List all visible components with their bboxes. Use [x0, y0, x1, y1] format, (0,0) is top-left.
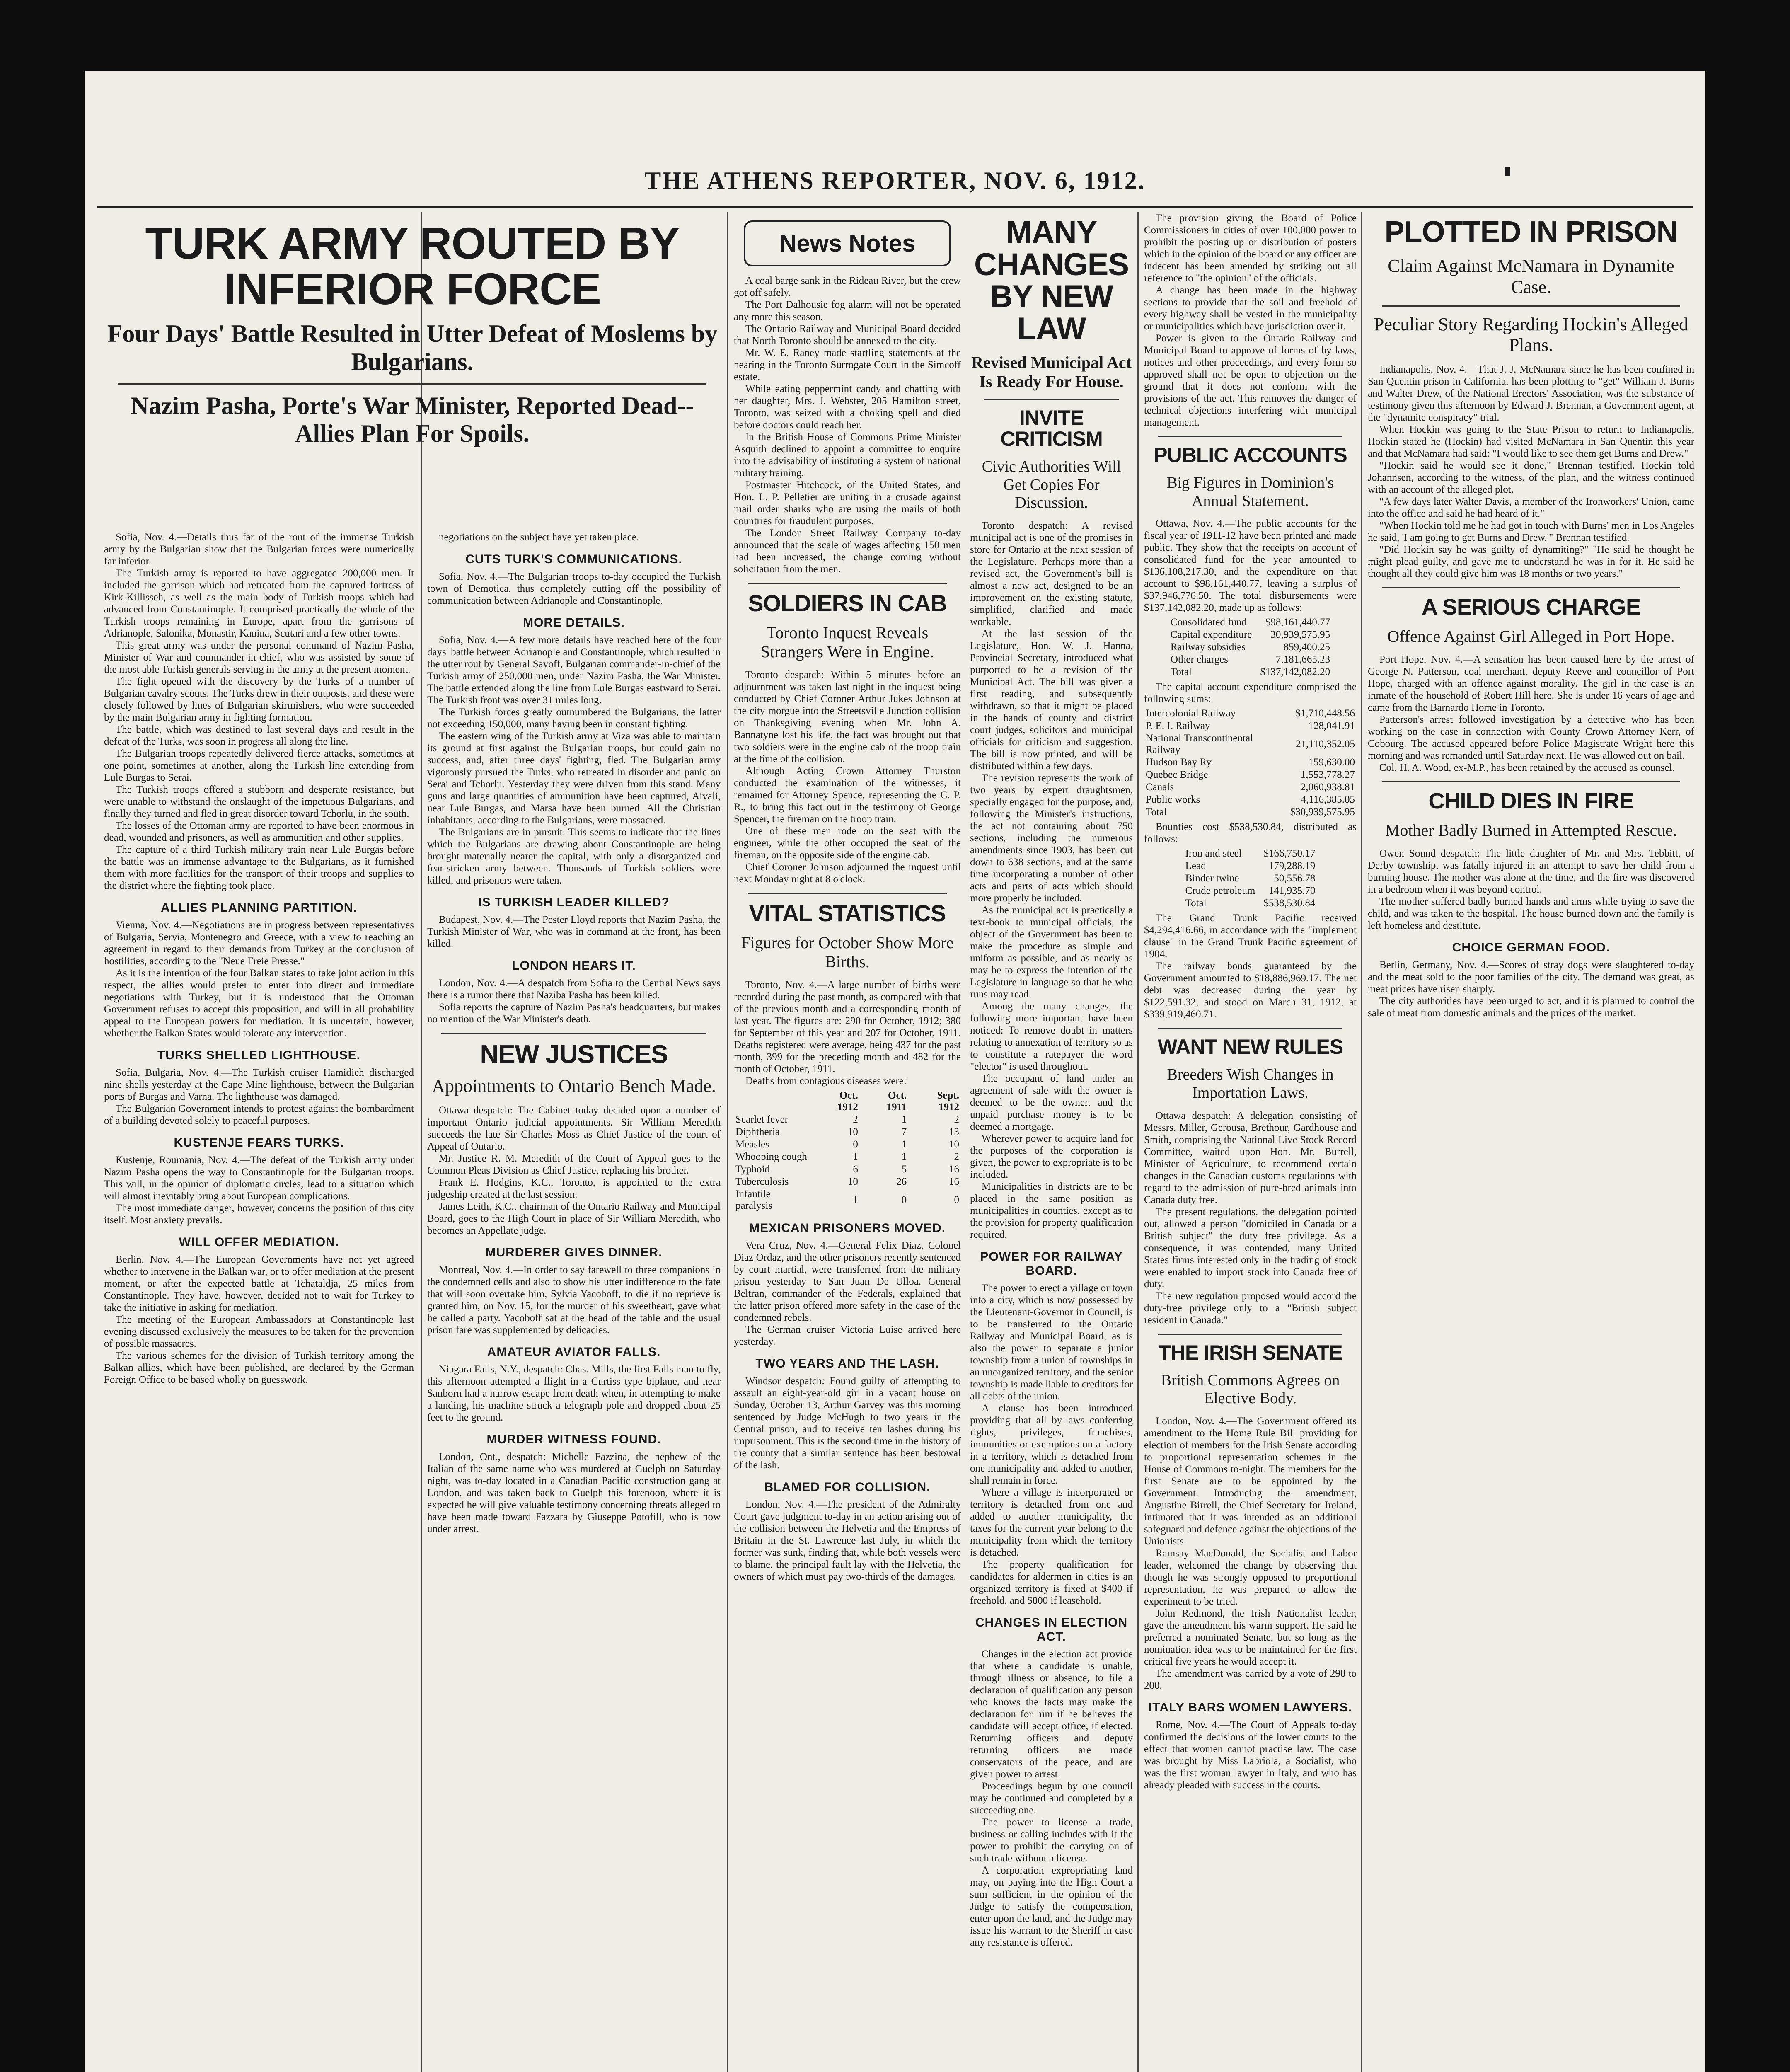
table-cell: Tuberculosis: [735, 1176, 789, 1188]
news-note: The London Street Railway Company to-day announced that the scale of wages affecting 150 men had been increased, the change coming without solicitation from the men.: [734, 528, 961, 575]
news-notes-box: News Notes: [744, 220, 951, 266]
law-deck: Revised Municipal Act Is Ready For House.: [971, 353, 1132, 391]
table-cell: 0: [853, 1139, 858, 1150]
turk-subhead-2: Nazim Pasha, Porte's War Minister, Reported Dead--Allies Plan For Spoils.: [131, 392, 694, 447]
turk-paragraph: negotiations on the subject have yet taken place.: [439, 532, 639, 543]
turk-paragraph: Berlin, Nov. 4.—The European Governments have not yet agreed whether to intervene in the Balkan war, or to offer mediation at the present moment, or after the expected battle at Tchataldja, 25 miles from Constantinople. They have, however, decided not to wait for Turkey to take the initiative in asking for mediation.: [104, 1254, 414, 1313]
rules-paragraph: Ottawa despatch: A delegation consisting of Messrs. Miller, Gerousa, Brethour, Gardhouse and Smith, comprising the National Live Stock Record Committee, waited upon Hon. Mr. Burrell, Minister of Agriculture, to recommend certain changes in the Canadian customs regulations with regard to the admission of pure-bred animals into Canada duty free.: [1144, 1110, 1357, 1205]
table-cell: Capital expenditure: [1170, 629, 1252, 641]
table-cell: $137,142,082.20: [1260, 666, 1330, 678]
table-header-cell: Sept. 1912: [937, 1090, 959, 1113]
prison-paragraph: When Hockin was going to the State Prison to return to Indianapolis, Hockin stated he (Hockin) had visited McNamara in San Quentin this year and that McNamara had said: "I would like to see them get Burns and Drew.": [1368, 424, 1694, 459]
law-paragraph: A corporation expropriating land may, on paying into the High Court a sum sufficient in the opinion of the Judge to satisfy the compensation, enter upon the land, and the Judge may issue his warrant to the Sheriff in case any resistance is offered.: [970, 1865, 1133, 1949]
table-row: [1142, 732, 1359, 756]
divider: [441, 1033, 706, 1034]
justices-deck: Appointments to Ontario Bench Made.: [432, 1076, 716, 1097]
table-cell: 1: [901, 1151, 907, 1163]
table-cell: 2: [954, 1114, 959, 1126]
law-paragraph: Wherever power to acquire land for the purposes of the corporation is given, the power to expropriate is to be included.: [970, 1133, 1133, 1181]
table-cell: Public works: [1146, 794, 1200, 806]
section-head: POWER FOR RAILWAY BOARD.: [980, 1250, 1123, 1278]
section-head: CHOICE GERMAN FOOD.: [1452, 940, 1610, 954]
turk-paragraph: The eastern wing of the Turkish army at Viza was able to maintain its ground at first against the Bulgarian troops, but could gain no success, and, after three days' fighting, fled. The Bulgarian army vigorously pursued the Turks, who retreated in disorder and panic on Serai and Tchorlu. Yesterday they were driven from this stand. Many guns and large quantities of ammunition have been captured, Aivali, near Lule Burgas, and Marsa have been burned. All the Christian inhabitants, according to the Bulgarians, were massacred.: [427, 731, 721, 826]
prison-paragraph: "A few days later Walter Davis, a member of the Ironworkers' Union, came into the office and said he had heard of it.": [1368, 496, 1694, 519]
news-note: A coal barge sank in the Rideau River, but the crew got off safely.: [734, 275, 961, 298]
table-cell: 21,110,352.05: [1296, 738, 1355, 750]
column-rule: [727, 212, 728, 2072]
table-row: [1181, 847, 1320, 860]
table-cell: 7,181,665.23: [1275, 654, 1330, 666]
accounts-paragraph: Bounties cost $538,530.84, distributed as follows:: [1144, 821, 1357, 845]
law-paragraph: As the municipal act is practically a text-book to municipal officials, the object of the Government has been to make the procedure as simple and uniform as possible, and as nearly as may be to express the intention of the Legislature in language so that he who runs may read.: [970, 905, 1133, 1000]
mexican-paragraph: The German cruiser Victoria Luise arrived here yesterday.: [734, 1324, 961, 1348]
justices-paragraph: Frank E. Hodgins, K.C., Toronto, is appointed to the extra judgeship created at the last session.: [427, 1176, 721, 1200]
table-cell: 1: [901, 1114, 907, 1126]
table-cell: 10: [847, 1176, 858, 1188]
table-cell: Total: [1185, 898, 1207, 909]
table-cell: P. E. I. Railway: [1146, 720, 1210, 732]
turk-paragraph: The fight opened with the discovery by the Turks of a number of Bulgarian cavalry scouts. The Turks drew in their outposts, and these were closely followed by lines of Bulgarian skirmishers, who were succeeded by the main Bulgarian army in fighting formation.: [104, 676, 414, 723]
cab-paragraph: Toronto despatch: Within 5 minutes before an adjournment was taken last night in the inquest being conducted by Chief Coroner Arthur Jukes Johnson at the city morgue into the Streetsville Junction collision on Thanksgiving evening when Mr. John A. Bannatyne lost his life, the fact was brought out that two soldiers were in the engine cab of the troop train at the time of the collision.: [734, 669, 961, 765]
turk-paragraph: Sofia, Nov. 4.—The Bulgarian troops to-day occupied the Turkish town of Demotica, thus completely cutting off the possibility of communication between Adrianople and Constantinople.: [427, 571, 721, 606]
table-cell: Crude petroleum: [1185, 885, 1255, 897]
justices-paragraph: Mr. Justice R. M. Meredith of the Court of Appeal goes to the Common Pleas Division as Chief Justice, replacing his brother.: [427, 1152, 721, 1176]
senate-deck: British Commons Agrees on Elective Body.: [1161, 1371, 1340, 1407]
masthead: THE ATHENS REPORTER, NOV. 6, 1912.: [644, 167, 1146, 194]
table-row: [1142, 781, 1359, 794]
vital-paragraph: Deaths from contagious diseases were:: [745, 1075, 907, 1087]
law-paragraph: Changes in the election act provide that where a candidate is unable, through illness or absence, to file a declaration of qualification any person who knows the facts may make the declaration for him if he believes the candidate will accept office, if elected. Returning officers and deputy returning officers are made conservators of the peace, and are given power to arrest.: [970, 1648, 1133, 1780]
divider: [1158, 1028, 1342, 1029]
turk-paragraph: The most immediate danger, however, concerns the position of this city itself. Most anxiety prevails.: [104, 1203, 414, 1226]
table-total-row: [1181, 897, 1320, 910]
turk-paragraph: The Turkish troops offered a stubborn and desperate resistance, but were unable to withstand the onslaught of the impetuous Bulgarians, and finally they turned and fled in great disorder toward Tchorlu, in the south.: [104, 784, 414, 819]
charge-paragraph: Col. H. A. Wood, ex-M.P., has been retained by the accused as counsel.: [1379, 762, 1675, 773]
law-paragraph: Power is given to the Ontario Railway and Municipal Board to approve of forms of by-laws, notices and other proceedings, and every form so approved shall not be open to objection on the ground that it does not conform with the provisions of the act. This removes the danger of technical objections interfering with municipal management.: [1144, 333, 1357, 428]
cab-paragraph: Although Acting Crown Attorney Thurston conducted the examination of the witnesses, it remained for Attorney Spence, representing the C. P. R., to bring this fact out in the testimony of George Spencer, the fireman on the troop train.: [734, 765, 961, 825]
section-head: AMATEUR AVIATOR FALLS.: [487, 1345, 661, 1359]
table-cell: 6: [853, 1164, 858, 1175]
section-head: TWO YEARS AND THE LASH.: [755, 1357, 939, 1371]
turk-paragraph: This great army was under the personal command of Nazim Pasha, Minister of War and commander-in-chief, who was assisted by some of the most able Turkish generals serving in the army at the present moment.: [104, 640, 414, 675]
news-note: Postmaster Hitchcock, of the United States, and Hon. L. P. Pelletier are uniting in a crusade against mail order sharks who are using the mails of both countries for fraudulent purposes.: [734, 479, 961, 527]
turk-paragraph: As it is the intention of the four Balkan states to take joint action in this respect, the allies would prefer to enter into direct and immediate negotiations with Turkey, but it is understood that the Ottoman Government refuses to accept this proposition, and will in all probability appeal to the European powers for mediation. It is uncertain, however, whether the Balkan States would tolerate any intervention.: [104, 968, 414, 1039]
table-cell: 4,116,385.05: [1301, 794, 1355, 806]
table-row: [1142, 756, 1359, 769]
fire-paragraph: The mother suffered badly burned hands and arms while trying to save the child, and was taken to the hospital. The house burned down and the family is left homeless and destitute.: [1368, 896, 1694, 931]
turk-paragraph: Sofia, Nov. 4.—Details thus far of the rout of the immense Turkish army by the Bulgarian show that the Bulgarian forces were numerically far inferior.: [104, 532, 414, 567]
prison-paragraph: "Did Hockin say he was guilty of dynamiting?" "He said he thought he might plead guilty, and gave me to understand he was in for it. He said he thought all they could give him was 18 months or two years.": [1368, 544, 1694, 579]
law-paragraph: The provision giving the Board of Police Commissioners in cities of over 100,000 power to prohibit the posting up or distribution of posters which in the opinion of the board or any officer are indecent has been amended by striking out all reference to "the opinion" of the officials.: [1144, 213, 1357, 284]
table-cell: Typhoid: [735, 1164, 770, 1175]
table-header-cell: Oct. 1912: [837, 1090, 858, 1113]
accounts-table-1: [1166, 616, 1334, 678]
section-head: MURDERER GIVES DINNER.: [485, 1245, 663, 1259]
section-head: CHANGES IN ELECTION ACT.: [975, 1616, 1128, 1644]
table-cell: 1: [901, 1139, 907, 1150]
masthead-rule: [97, 206, 1693, 208]
senate-paragraph: London, Nov. 4.—The Government offered its amendment to the Home Rule Bill providing for election of members for the Irish Senate according to proportional representation schemes in the House of Commons to-night. The members for the first Senate are to be appointed by the Government. Introducing the amendment, Augustine Birrell, the Chief Secretary for Ireland, intimated that it was intended as an additional safeguard and defence against the objections of the Unionists.: [1144, 1416, 1357, 1547]
section-head: ITALY BARS WOMEN LAWYERS.: [1148, 1701, 1352, 1715]
table-row: [1181, 860, 1320, 872]
cab-deck: Toronto Inquest Reveals Strangers Were in Engine.: [760, 623, 934, 661]
table-row: [731, 1151, 963, 1163]
fire-headline: CHILD DIES IN FIRE: [1428, 788, 1634, 813]
table-row: [1181, 872, 1320, 885]
charge-paragraph: Port Hope, Nov. 4.—A sensation has been caused here by the arrest of George N. Patterson, coal merchant, deputy Reeve and councillor of Port Hope, charged with an offence against morality. The girl in the case is an inmate of the household of Robert Hill here. She is under 16 years of age and came from the Barnardo Home in Toronto.: [1368, 654, 1694, 713]
law-paragraph: The occupant of land under an agreement of sale with the owner is deemed to be the owner, and the unpaid purchase money is to be deemed a mortgage.: [970, 1073, 1133, 1133]
table-row: [1142, 769, 1359, 781]
senate-headline: THE IRISH SENATE: [1158, 1341, 1342, 1364]
cab-paragraph: Chief Coroner Johnson adjourned the inquest until next Monday night at 8 o'clock.: [734, 862, 961, 885]
table-cell: Railway subsidies: [1170, 641, 1246, 653]
column-5: [1142, 212, 1359, 2072]
news-note: In the British House of Commons Prime Minister Asquith declined to appoint a committee to enquire into the advisability of instituting a system of national military training.: [734, 431, 961, 479]
table-row: [1166, 616, 1334, 629]
table-total-row: [1142, 806, 1359, 818]
rules-paragraph: The present regulations, the delegation pointed out, allowed a person "domiciled in Canada or a British subject" the duty free privilege. As a consequence, it was contended, many United States firms interested only in the trading of stock were enabled to import stock into Canada free of duty.: [1144, 1206, 1357, 1290]
divider: [1382, 305, 1680, 307]
section-head: WILL OFFER MEDIATION.: [179, 1235, 339, 1249]
column-rule: [1361, 212, 1362, 2072]
table-cell: Hudson Bay Ry.: [1146, 757, 1214, 768]
section-head: LONDON HEARS IT.: [512, 959, 636, 973]
rules-headline: WANT NEW RULES: [1157, 1035, 1343, 1059]
table-cell: Binder twine: [1185, 873, 1239, 884]
table-cell: Intercolonial Railway: [1146, 708, 1236, 719]
prison-paragraph: "When Hockin told me he had got in touch with Burns' men in Los Angeles he said, 'I am going to get Burns and Drew,'" Brennan testified.: [1368, 520, 1694, 543]
column-3: [731, 212, 963, 2072]
table-cell: 141,935.70: [1268, 885, 1316, 897]
divider: [1158, 1334, 1342, 1335]
turk-subhead-1: Four Days' Battle Resulted in Utter Defeat of Moslems by Bulgarians.: [107, 320, 718, 375]
turk-paragraph: The Turkish army is reported to have aggregated 200,000 men. It included the garrison which had retreated from the captured fortress of Kirk-Killisseh, as well as the main body of Turkish troops which had advanced from Constantinople. It comprised practically the whole of the Turkish troops remaining in Europe, apart from the garrisons of Adrianople, Salonika, Monastir, Kanina, Scutari and a few other towns.: [104, 568, 414, 639]
turk-paragraph: Kustenje, Roumania, Nov. 4.—The defeat of the Turkish army under Nazim Pasha opens the way to Constantinople for the Bulgarian troops. This will, in the opinion of diplomatic circles, lead to a situation which will almost inevitably bring about European complications.: [104, 1155, 414, 1202]
turk-paragraph: Sofia reports the capture of Nazim Pasha's headquarters, but makes no mention of the War Minister's death.: [427, 1002, 721, 1025]
law-paragraph: Proceedings begun by one council may be continued and completed by a succeeding one.: [970, 1781, 1133, 1816]
italy-paragraph: Rome, Nov. 4.—The Court of Appeals to-day confirmed the decisions of the lower courts to the effect that women cannot practise law. The case was brought by Miss Labriola, a Socialist, who was the first woman lawyer in Italy, and who has already pleaded with success in the courts.: [1144, 1719, 1357, 1791]
table-cell: Infantile paralysis: [735, 1188, 772, 1212]
divider: [748, 583, 947, 584]
column-2: [425, 531, 723, 2072]
news-note: Mr. W. E. Raney made startling statements at the hearing in the Toronto Surrogate Court in the Simcoff estate.: [734, 347, 961, 382]
column-6: [1365, 212, 1697, 2072]
invite-headline: INVITE CRITICISM: [1000, 406, 1103, 451]
turk-paragraph: The battle, which was destined to last several days and result in the defeat of the Turks, was soon in progress all along the line.: [104, 724, 414, 747]
turk-paragraph: The losses of the Ottoman army are reported to have been enormous in dead, wounded and prisoners, as well as ammunition and other supplies.: [104, 820, 414, 843]
prison-deck-1: Claim Against McNamara in Dynamite Case.: [1388, 256, 1674, 298]
turk-paragraph: Vienna, Nov. 4.—Negotiations are in progress between representatives of Bulgaria, Servia, Montenegro and Greece, with a view to reaching an agreement in regard to their demands from Turkey at the conclusion of hostilities, according to the "Neue Freie Presse.": [104, 920, 414, 967]
table-cell: 1: [853, 1194, 858, 1206]
section-head: MORE DETAILS.: [523, 616, 625, 629]
law-paragraph: The property qualification for candidates for aldermen in cities is an organized territory is fixed at $400 if freehold, and $800 if leasehold.: [970, 1559, 1133, 1607]
table-cell: 16: [949, 1176, 959, 1188]
section-head: BLAMED FOR COLLISION.: [764, 1480, 931, 1494]
table-cell: $166,750.17: [1263, 848, 1316, 859]
table-cell: 179,288.19: [1268, 860, 1316, 872]
column-4: [968, 212, 1135, 2072]
table-cell: 0: [901, 1194, 907, 1206]
table-row: [1142, 720, 1359, 732]
table-cell: 26: [896, 1176, 907, 1188]
section-head: ALLIES PLANNING PARTITION.: [161, 901, 357, 915]
fire-paragraph: Owen Sound despatch: The little daughter of Mr. and Mrs. Tebbitt, of Derby township, was fatally injured in an attempt to save her child from a burning house. The mother was alone at the time, and the fire was discovered in a bedroom when it was beyond control.: [1368, 847, 1694, 895]
turk-paragraph: Sofia, Bulgaria, Nov. 4.—The Turkish cruiser Hamidieh discharged nine shells yesterday at the Cape Mine lighthouse, between the Bulgarian ports of Burgas and Varna. The lighthouse was damaged.: [104, 1067, 414, 1102]
section-head: MEXICAN PRISONERS MOVED.: [749, 1221, 946, 1235]
law-paragraph: Municipalities in districts are to be placed in the same position as municipalities in counties, except as to the provision for property qualification required.: [970, 1181, 1133, 1241]
table-cell: Consolidated fund: [1170, 617, 1247, 628]
table-row: [731, 1176, 963, 1188]
column-1: [102, 531, 416, 2072]
vital-deck: Figures for October Show More Births.: [741, 933, 954, 971]
law-paragraph: The revision represents the work of two years by expert draughtsmen, specially engaged for the purpose, and, following the Minister's instructions, the act not containing about 750 sections, including the numerous amendments since 1903, has been cut down to 638 sections, and at the same time incorporating a number of other acts and parts of acts which should more properly be included.: [970, 772, 1133, 904]
accounts-deck: Big Figures in Dominion's Annual Statement.: [1167, 474, 1334, 510]
table-cell: $1,710,448.56: [1295, 708, 1355, 719]
table-cell: 0: [954, 1194, 959, 1206]
vital-headline: VITAL STATISTICS: [749, 900, 946, 927]
vital-paragraph: Toronto, Nov. 4.—A large number of births were recorded during the past month, as compared with that of the previous month and a corresponding month of last year. The figures are: 290 for October, 1912; 380 for September of this year and 207 for October, 1911. Deaths registered were average, being 437 for the past month, 399 for the preceding month and 482 for the month of October, 1911.: [734, 979, 961, 1075]
accounts-paragraph: Ottawa, Nov. 4.—The public accounts for the fiscal year of 1911-12 have been printed and made public. They show that the receipts on account of consolidated fund for the year amounted to $136,108,217.30, and the expenditure on that account to $98,161,440.77, leaving a surplus of $37,946,776.50. The total disbursements were $137,142,082.20, made up as follows:: [1144, 518, 1357, 614]
turk-paragraph: The Bulgarian Government intends to protest against the bombardment of a building devoted solely to peaceful purposes.: [104, 1103, 414, 1126]
prison-paragraph: Indianapolis, Nov. 4.—That J. J. McNamara since he has been confined in San Quentin prison in California, has been plotting to "get" William J. Burns and Walter Drew, of the National Erectors' Association, was the substance of testimony given this afternoon by Edward J. Brennan, a Government agent, at the "dynamite conspiracy" trial.: [1368, 363, 1694, 423]
turk-headline: TURK ARMY ROUTED BY INFERIOR FORCE: [145, 218, 680, 314]
food-paragraph: The city authorities have been urged to act, and it is planned to control the sale of meat from domestic animals and the prices of the market.: [1368, 995, 1694, 1019]
table-row: [731, 1126, 963, 1138]
table-cell: 1: [853, 1151, 858, 1163]
turk-paragraph: The meeting of the European Ambassadors at Constantinople last evening discussed exclusively the measures to be taken for the prevention of possible massacres.: [104, 1314, 414, 1349]
table-row: [731, 1188, 963, 1212]
table-cell: Measles: [735, 1139, 769, 1150]
table-row: [1181, 885, 1320, 897]
table-header-cell: [731, 1089, 813, 1113]
lash-paragraph: Windsor despatch: Found guilty of attempting to assault an eight-year-old girl in a vacant house on Sunday, October 13, Arthur Garvey was this morning sentenced by Judge McHugh to two years in the Central prison, and to receive ten lashes during his imprisonment. This is the second time in the history of the county that a similar sentence has been bestowal of the lash.: [734, 1375, 961, 1471]
table-row: [1166, 629, 1334, 641]
table-cell: Canals: [1146, 782, 1174, 793]
accounts-paragraph: The railway bonds guaranteed by the Government amounted to $18,886,969.17. The net debt was decreased during the year by $122,591.32, and stood on March 31, 1912, at $339,919,460.71.: [1144, 961, 1357, 1020]
turk-paragraph: London, Nov. 4.—A despatch from Sofia to the Central News says there is a rumor there that Naziba Pasha has been killed.: [427, 978, 721, 1001]
charge-headline: A SERIOUS CHARGE: [1421, 594, 1641, 620]
cab-paragraph: One of these men rode on the seat with the engineer, while the other occupied the seat of the fireman, on the opposite side of the engine cab.: [734, 825, 961, 861]
table-cell: 50,556.78: [1274, 873, 1316, 884]
table-row: [731, 1138, 963, 1151]
news-note: While eating peppermint candy and chatting with her daughter, Mrs. J. Webster, 205 Hamilton street, Toronto, was seized with a choking spell and died before doctors could reach her.: [734, 383, 961, 431]
rules-paragraph: The new regulation proposed would accord the duty-free privilege only to a "British subject resident in Canada.": [1144, 1290, 1357, 1326]
table-cell: Iron and steel: [1185, 848, 1242, 859]
table-cell: 10: [847, 1126, 858, 1138]
table-row: [731, 1163, 963, 1176]
accounts-paragraph: The Grand Trunk Pacific received $4,294,416.66, in accordance with the "implement clause" in the Grand Trunk Pacific agreement of 1904.: [1144, 913, 1357, 960]
turk-paragraph: The capture of a third Turkish military train near Lule Burgas before the battle was an immense advantage to the Bulgarians, as it furnished them with more facilities for the transport of their troops and supplies to the district where the fighting took place.: [104, 844, 414, 891]
table-row: [1166, 641, 1334, 654]
prison-paragraph: "Hockin said he would see it done," Brennan testified. Hockin told Johannsen, according to the witness, of the plan, and the witness continued with an account of the alleged plot.: [1368, 460, 1694, 495]
table-cell: Scarlet fever: [735, 1114, 789, 1126]
news-note: The Port Dalhousie fog alarm will not be operated any more this season.: [734, 299, 961, 322]
table-cell: 159,630.00: [1308, 757, 1355, 768]
table-row: [1142, 707, 1359, 720]
law-paragraph: The power to erect a village or town into a city, which is now possessed by the Lieutenant-Governor in Council, is to be transferred to the Ontario Railway and Municipal Board, as is also the power to separate a junior township from a union of townships in an unorganized territory, and the senior township is made liable to creditors for all debts of the union.: [970, 1283, 1133, 1402]
table-cell: $98,161,440.77: [1265, 617, 1330, 628]
accounts-table-3: [1181, 847, 1320, 910]
table-cell: Diphtheria: [735, 1126, 780, 1138]
prison-headline: PLOTTED IN PRISON: [1384, 215, 1678, 249]
section-head: TURKS SHELLED LIGHTHOUSE.: [157, 1048, 360, 1062]
senate-paragraph: The amendment was carried by a vote of 298 to 200.: [1144, 1668, 1357, 1692]
table-cell: 30,939,575.95: [1270, 629, 1330, 641]
table-cell: $538,530.84: [1263, 898, 1316, 909]
turk-paragraph: Budapest, Nov. 4.—The Pester Lloyd reports that Nazim Pasha, the Turkish Minister of War, who was in command at the front, has been killed.: [427, 914, 721, 949]
justices-paragraph: Ottawa despatch: The Cabinet today decided upon a number of important Ontario judicial appointments. Sir William Meredith succeeds the late Sir Charles Moss as Chief Justice of the court of Appeal of Ontario.: [427, 1104, 721, 1152]
justices-headline: NEW JUSTICES: [480, 1040, 668, 1069]
justices-paragraph: James Leith, K.C., chairman of the Ontario Railway and Municipal Board, goes to the High Court in place of Sir William Meredith, who becomes an Appellate judge.: [427, 1201, 721, 1236]
turk-paragraph: The Bulgarians are in pursuit. This seems to indicate that the lines which the Bulgarians are drawing about Constantinople are being brought materially nearer the capital, with only a disorganized and fear-stricken army between. Thousands of Turkish soldiers were killed, and prisoners were taken.: [427, 827, 721, 886]
turk-paragraph: The Bulgarian troops repeatedly delivered fierce attacks, sometimes at one point, sometimes at another, along the Turkish line extending from Lule Burgas to Serai.: [104, 748, 414, 783]
law-paragraph: A change has been made in the highway sections to provide that the soil and freehold of every highway shall be vested in the municipality or municipalities which have jurisdiction over it.: [1144, 285, 1357, 332]
divider: [1382, 587, 1680, 588]
table-cell: 13: [949, 1126, 959, 1138]
invite-deck: Civic Authorities Will Get Copies For Discussion.: [982, 458, 1121, 512]
turk-paragraph: The various schemes for the division of Turkish territory among the Balkan allies, which have been published, are declared by the German Foreign Office to be based wholly on guesswork.: [104, 1350, 414, 1385]
table-cell: 2: [954, 1151, 959, 1163]
table-row: [1142, 794, 1359, 806]
table-cell: 16: [949, 1164, 959, 1175]
turk-headline-block: [102, 212, 723, 527]
food-paragraph: Berlin, Germany, Nov. 4.—Scores of stray dogs were slaughtered to-day and the meat sold to the poor families of the city. The demand was great, as meat prices have risen sharply.: [1368, 959, 1694, 995]
law-headline: MANY CHANGES BY NEW LAW: [974, 215, 1129, 346]
divider: [984, 399, 1119, 400]
table-row: [1166, 654, 1334, 666]
accounts-headline: PUBLIC ACCOUNTS: [1154, 443, 1347, 467]
law-paragraph: At the last session of the Legislature, Hon. W. J. Hanna, Provincial Secretary, introduced what purported to be a revision of the Municipal Act. The bill was given a first reading, and subsequently withdrawn, so that it might be placed in the hands of county and district court judges, solicitors and municipal officials for criticism and suggestion. The bill is now printed, and will be distributed within a few days.: [970, 628, 1133, 772]
table-cell: Total: [1146, 806, 1167, 818]
law-paragraph: Where a village is incorporated or territory is detached from one and added to another municipality, the taxes for the current year belong to the municipality from which the territory is detached.: [970, 1487, 1133, 1559]
turk-paragraph: Sofia, Nov. 4.—A few more details have reached here of the four days' battle between Adrianople and Constantinople, which resulted in the utter rout by General Savoff, Bulgarian commander-in-chief of the Turkish army of 250,000 men, under Nazim Pasha, the War Minister. The battle extended along the line from Lule Burgas eastward to Serai. The Turkish front was over 31 miles long.: [427, 634, 721, 706]
senate-paragraph: John Redmond, the Irish Nationalist leader, gave the amendment his warm support. He said he preferred a nominated Senate, but so long as the nomination idea was to be maintained for the first critical five years he would accept it.: [1144, 1608, 1357, 1668]
table-header-cell: Oct. 1911: [886, 1090, 907, 1113]
table-cell: Whooping cough: [735, 1151, 807, 1163]
witness-paragraph: London, Ont., despatch: Michelle Fazzina, the nephew of the Italian of the same name who was murdered at Guelph on Saturday night, was to-day located in a Canadian Pacific construction gang at London, and was taken back to Guelph this forenoon, where it is expected he will give valuable testimony concerning threats alleged to have been made toward Fazzara by Giuseppe Potofill, who is now under arrest.: [427, 1451, 721, 1535]
vital-stats-table: [731, 1089, 963, 1212]
table-cell: 10: [949, 1139, 959, 1150]
table-cell: 1,553,778.27: [1300, 769, 1355, 781]
mexican-paragraph: Vera Cruz, Nov. 4.—General Felix Diaz, Colonel Diaz Ordaz, and the other prisoners recently sentenced by court martial, were transferred from the military prison yesterday to San Juan De Ulloa. General Beltran, commander of the Federals, explained that the latter prison offered more safety in the case of the condemned rebels.: [734, 1240, 961, 1324]
section-head: IS TURKISH LEADER KILLED?: [478, 896, 670, 909]
section-head: MURDER WITNESS FOUND.: [486, 1432, 661, 1446]
cab-headline: SOLDIERS IN CAB: [748, 590, 947, 616]
prison-deck-2: Peculiar Story Regarding Hockin's Alleged Plans.: [1374, 314, 1688, 356]
accounts-paragraph: The capital account expenditure comprised the following sums:: [1144, 681, 1357, 705]
table-cell: 859,400.25: [1283, 641, 1330, 653]
section-head: KUSTENJE FEARS TURKS.: [174, 1136, 344, 1150]
aviator-paragraph: Niagara Falls, N.Y., despatch: Chas. Mills, the first Falls man to fly, this afternoon attempted a flight in a Curtiss type biplane, and near Sanborn had a narrow escape from death when, in attempting to make a landing, his machine struck a telegraph pole and dropped about 25 feet to the ground.: [427, 1363, 721, 1423]
table-cell: $30,939,575.95: [1290, 806, 1355, 818]
section-head: CUTS TURK'S COMMUNICATIONS.: [465, 552, 682, 566]
table-cell: 2,060,938.81: [1300, 782, 1355, 793]
divider: [118, 383, 706, 385]
table-cell: Quebec Bridge: [1146, 769, 1208, 781]
divider: [1382, 781, 1680, 782]
table-cell: 7: [901, 1126, 907, 1138]
ink-mark: [1505, 167, 1510, 176]
table-cell: 128,041.91: [1308, 720, 1355, 732]
newspaper-page: [85, 71, 1705, 2072]
table-row: [731, 1113, 963, 1126]
divider: [1158, 436, 1342, 437]
fire-deck: Mother Badly Burned in Attempted Rescue.: [1385, 821, 1677, 840]
table-cell: Lead: [1185, 860, 1206, 872]
accounts-table-2: [1142, 707, 1359, 818]
law-paragraph: A clause has been introduced providing that all by-laws conferring rights, privileges, franchises, immunities or exemptions on a factory in a territory, which is detached from one municipality and added to another, shall remain in force.: [970, 1403, 1133, 1486]
turk-paragraph: The Turkish forces greatly outnumbered the Bulgarians, the latter not exceeding 150,000, many having been in constant fighting.: [427, 707, 721, 730]
divider: [748, 893, 947, 894]
column-rule: [1137, 212, 1139, 2072]
table-cell: 5: [901, 1164, 907, 1175]
table-cell: Other charges: [1170, 654, 1228, 666]
collision-paragraph: London, Nov. 4.—The president of the Admiralty Court gave judgment to-day in an action arising out of the collision between the Helvetia and the Empress of Britain in the St. Lawrence last July, in which the former was sunk, finding that, while both vessels were to blame, the principal fault lay with the Helvetia, the owners of which must pay two-thirds of the damages.: [734, 1499, 961, 1583]
dinner-paragraph: Montreal, Nov. 4.—In order to say farewell to three companions in the condemned cells and also to show his utter indifference to the fate that will soon overtake him, Sylvia Yacoboff, to die if no reprieve is granted him, on Nov. 15, for the murder of his sweetheart, gave what he called a party. Yacoboff sat at the head of the table and the usual prison fare was supplemented by delicacies.: [427, 1264, 721, 1336]
news-note: The Ontario Railway and Municipal Board decided that North Toronto should be annexed to the city.: [734, 323, 961, 346]
law-paragraph: The power to license a trade, business or calling includes with it the power to prohibit the carrying on of such trade without a license.: [970, 1817, 1133, 1864]
charge-paragraph: Patterson's arrest followed investigation by a detective who has been working on the case in connection with County Crown Attorney Kerr, of Cobourg. The accused appeared before Police Magistrate Wright here this morning and was remanded until Saturday next. He was allowed out on bail.: [1368, 714, 1694, 761]
table-header-row: [731, 1089, 963, 1113]
senate-paragraph: Ramsay MacDonald, the Socialist and Labor leader, welcomed the change by observing that though he was strongly opposed to proportional representation, he was prepared to allow the experiment to be tried.: [1144, 1548, 1357, 1607]
law-paragraph: Toronto despatch: A revised municipal act is one of the promises in store for Ontario at the next session of the Legislature. Perhaps more than a revised act, the Government's bill is almost a new act, designed to be an improvement on the existing statute, simplified, clarified and made workable.: [970, 520, 1133, 628]
table-cell: 2: [853, 1114, 858, 1126]
table-cell: Total: [1170, 666, 1192, 678]
law-paragraph: Among the many changes, the following more important have been noticed: To remove doubt in matters relating to annexation of territory so as to constitute a ratepayer the word "elector" is used throughout.: [970, 1001, 1133, 1072]
rules-deck: Breeders Wish Changes in Importation Laws.: [1167, 1066, 1334, 1102]
table-cell: National Transcontinental Railway: [1146, 733, 1253, 756]
charge-deck: Offence Against Girl Alleged in Port Hope.: [1387, 627, 1675, 646]
table-total-row: [1166, 666, 1334, 678]
